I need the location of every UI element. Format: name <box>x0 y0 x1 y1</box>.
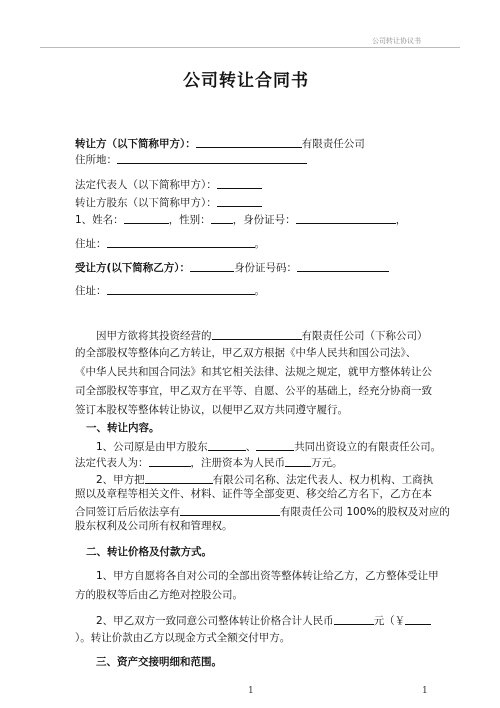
gender-blank <box>211 212 233 224</box>
clause-text: 法定代表人为： <box>75 457 149 469</box>
party-a-residence-blank <box>107 236 255 248</box>
price-blank <box>334 613 374 625</box>
document-title: 公司转让合同书 <box>183 71 309 91</box>
shareholder-2-blank <box>256 439 294 451</box>
legal-rep-label: 法定代表人（以下简称甲方）： <box>75 179 217 191</box>
section-2-heading: 二、转让价格及付款方式。 <box>86 546 212 558</box>
page-number-center: 1 <box>248 686 254 696</box>
preamble-company-blank <box>212 328 302 340</box>
preamble-text: 因甲方欲将其投资经营的 <box>96 330 212 342</box>
preamble-text: 有限责任公司（下称公司） <box>301 330 428 342</box>
party-a-address-blank <box>117 152 307 164</box>
section-1-clause-2 <box>96 472 433 487</box>
party-b-residence-period: 。 <box>254 285 265 297</box>
shareholder-label: 转让方股东（以下简称甲方）： <box>75 197 217 209</box>
party-b-id-label: 身份证号码： <box>234 262 298 274</box>
preamble-line-5: 签订本股权等整体转让协议，以便甲乙双方共同遵守履行。 <box>75 404 348 416</box>
legal-rep-line <box>75 177 262 192</box>
preamble-line-4: 司全部股权等事宜，甲乙双方在平等、自愿、公平的基础上，经充分协商一致 <box>75 385 432 397</box>
party-a-residence-line <box>75 236 265 251</box>
section-1-clause-2-l2: 照以及章程等相关文件、材料、证件等全部变更、移交给乙方名下，乙方在本 <box>75 488 432 500</box>
party-b-id-blank <box>297 260 389 272</box>
shareholder-blank <box>217 195 262 207</box>
clause-text: 元（￥ <box>373 615 406 627</box>
legal-rep-blank <box>217 177 262 189</box>
clause-text: 1、公司原是由甲方股东 <box>96 441 208 453</box>
company-name-blank <box>145 472 213 484</box>
clause-text: 有限责任公司 100%的股权及对应的 <box>280 506 450 518</box>
clause-text: 有限公司名称、法定代表人、权力机构、工商执 <box>212 474 434 486</box>
transferred-company-blank <box>180 504 280 516</box>
preamble-line-3: 《中华人民共和国合同法》和其它相关法律、法规之规定，就甲方整体转让公 <box>75 366 432 378</box>
party-b-residence-line <box>75 283 265 298</box>
clause-text: 万元。 <box>311 457 343 469</box>
legal-rep-name-blank <box>149 455 191 467</box>
gender-label: ，性别： <box>168 214 211 226</box>
clause-text: 2、甲乙双方一致同意公司整体转让价格合计人民币 <box>96 615 334 627</box>
party-b-residence-label: 住址： <box>75 285 107 297</box>
section-3-heading: 三、资产交接明细和范围。 <box>96 656 222 668</box>
party-a-residence-label: 住址： <box>75 238 107 250</box>
header-rule <box>40 47 460 48</box>
party-b-residence-blank <box>107 283 255 295</box>
shareholder-line <box>75 195 262 210</box>
party-a-address-label: 住所地： <box>75 154 117 166</box>
party-a-address-line <box>75 152 307 167</box>
section-1-clause-1 <box>96 439 441 454</box>
party-a-company-blank <box>196 136 302 148</box>
id-line-comma: ， <box>395 214 407 226</box>
name-label: 1、姓名： <box>75 214 124 226</box>
shareholder-id-line <box>75 212 406 227</box>
party-b-label: 受让方(以下简称乙方）： <box>75 262 191 274</box>
party-a-residence-period: 。 <box>254 238 265 250</box>
section-1-clause-2-l3 <box>75 504 450 519</box>
name-blank <box>124 212 169 224</box>
party-a-label: 转让方（以下简称甲方）： <box>75 138 196 150</box>
section-1-clause-1-cont <box>75 455 343 470</box>
party-a-line <box>75 136 365 151</box>
clause-text: 共同出资设立的有限责任公司。 <box>294 441 442 453</box>
shareholder-1-blank <box>208 439 246 451</box>
section-2-clause-1: 1、甲方自愿将各自对公司的全部出资等整体转让给乙方，乙方整体受让甲 <box>96 570 439 582</box>
party-b-name-blank <box>190 260 234 272</box>
section-1-clause-2-l4: 股东权利及公司所有权和管理权。 <box>75 520 233 532</box>
section-1-heading: 一、转让内容。 <box>86 422 160 434</box>
price-figure-blank <box>405 613 431 625</box>
party-b-line <box>75 260 389 275</box>
preamble-line-1 <box>96 328 428 343</box>
party-a-company-suffix: 有限责任公司 <box>301 138 365 150</box>
section-2-clause-1-cont: 方的股权等后由乙方绝对控股公司。 <box>75 589 243 601</box>
capital-blank <box>285 455 311 467</box>
section-2-clause-2-cont: ）。转让价款由乙方以现金方式全额交付甲方。 <box>75 632 291 644</box>
clause-text: ，注册资本为人民币 <box>190 457 285 469</box>
id-number-blank <box>296 212 396 224</box>
id-number-label: ，身份证号： <box>232 214 296 226</box>
clause-text: 、 <box>245 441 257 453</box>
preamble-line-2: 的全部股权等整体向乙方转让，甲乙双方根据《中华人民共和国公司法》、 <box>75 347 417 359</box>
section-2-clause-2 <box>96 613 431 628</box>
clause-text: 2、甲方把 <box>96 474 145 486</box>
clause-text: 合同签订后后依法享有 <box>75 506 180 518</box>
page-number-right: 1 <box>422 686 428 696</box>
running-header: 公司转让协议书 <box>372 37 421 45</box>
